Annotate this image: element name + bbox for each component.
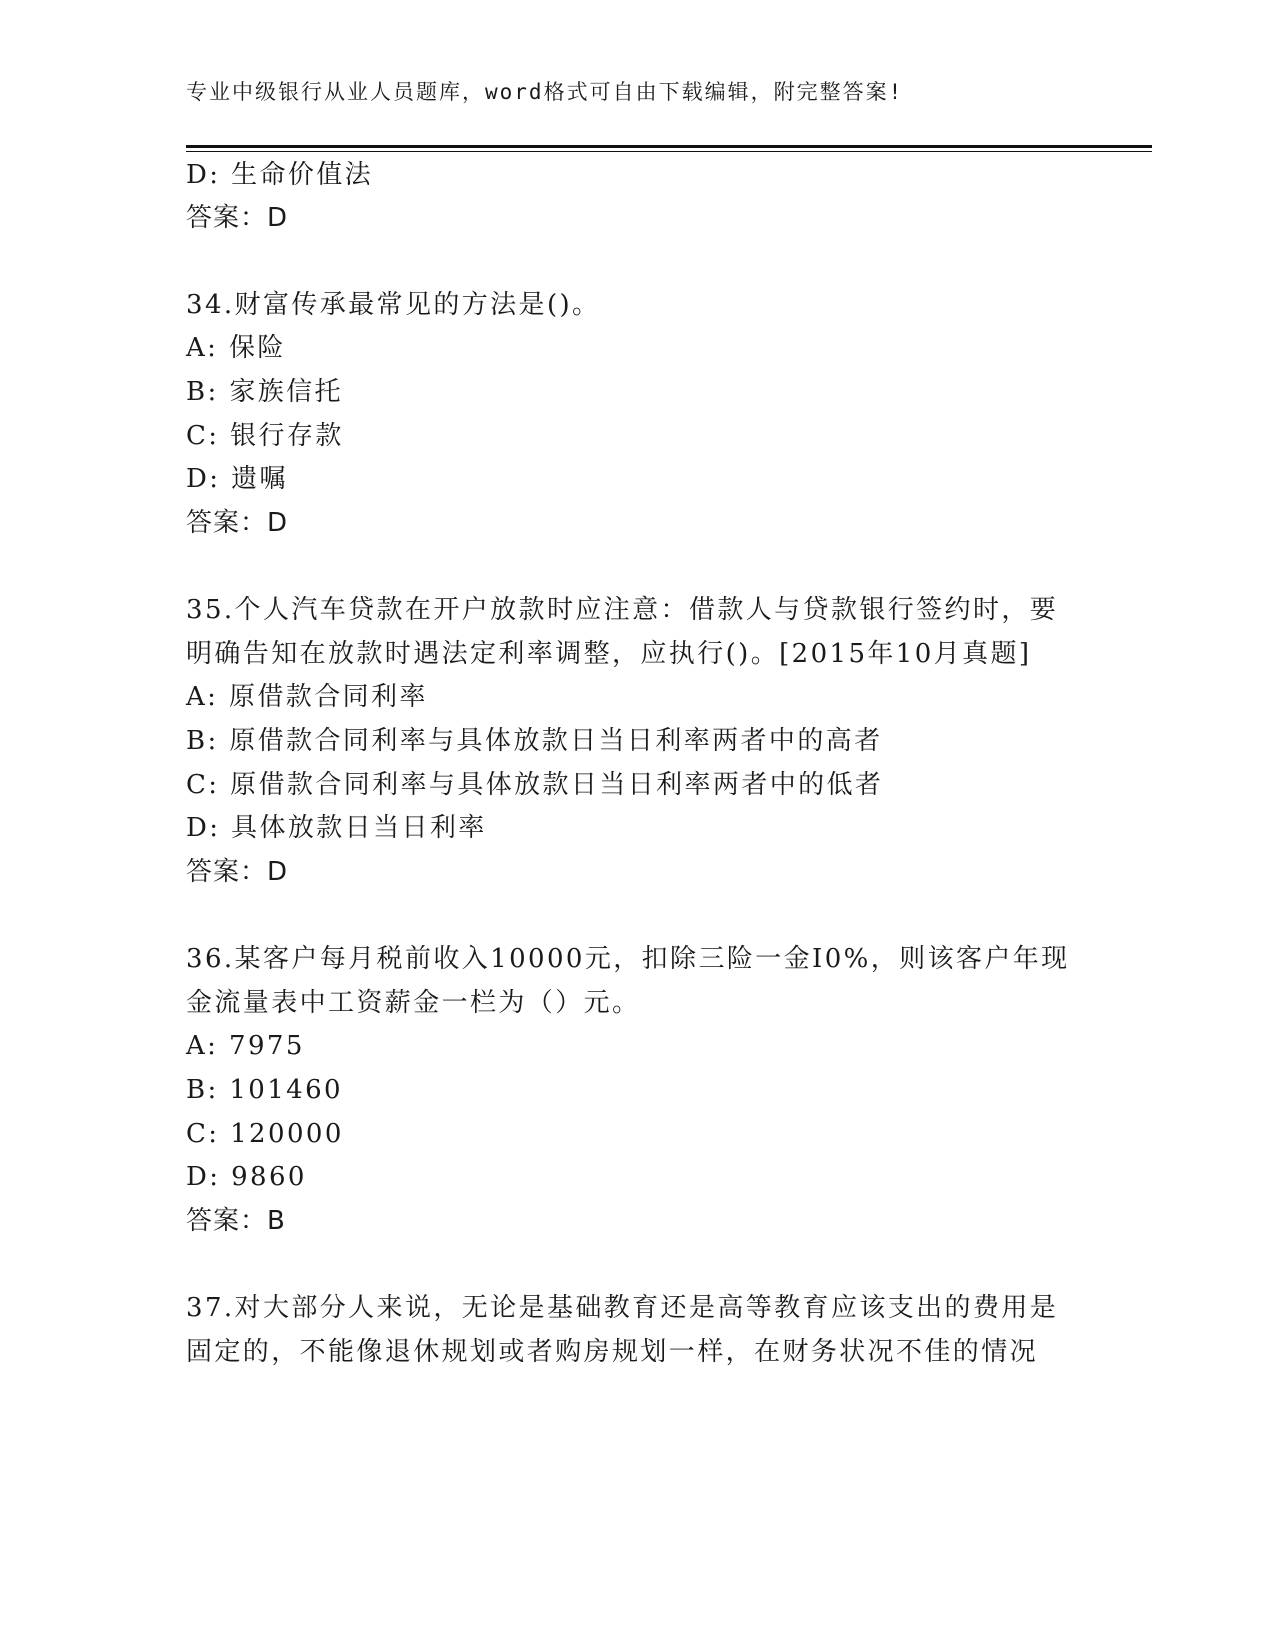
q36-option-b: B: 101460 <box>186 1075 343 1105</box>
q34-option-c: C: 银行存款 <box>186 421 344 451</box>
q35-stem-line-1: 35.个人汽车贷款在开户放款时应注意：借款人与贷款银行签约时，要 <box>186 595 1059 625</box>
prev-option-d: D: 生命价值法 <box>186 160 374 190</box>
q34-answer: 答案：D <box>186 508 289 538</box>
q35-option-b: B: 原借款合同利率与具体放款日当日利率两者中的高者 <box>186 726 883 756</box>
q35-answer: 答案：D <box>186 857 289 887</box>
q35-stem-line-2: 明确告知在放款时遇法定利率调整，应执行()。[2015年10月真题] <box>186 639 1032 669</box>
q35-option-a: A: 原借款合同利率 <box>186 682 428 712</box>
q34-option-a: A: 保险 <box>186 333 286 363</box>
prev-answer: 答案：D <box>186 203 289 233</box>
q37-stem-line-1: 37.对大部分人来说，无论是基础教育还是高等教育应该支出的费用是 <box>186 1293 1059 1323</box>
header-rule-thin <box>186 151 1152 152</box>
q36-answer: 答案：B <box>186 1206 286 1236</box>
q37-stem-line-2: 固定的，不能像退休规划或者购房规划一样，在财务状况不佳的情况 <box>186 1337 1039 1367</box>
page-header: 专业中级银行从业人员题库，word格式可自由下载编辑，附完整答案! <box>186 80 904 104</box>
q34-option-b: B: 家族信托 <box>186 377 343 407</box>
q36-stem-line-2: 金流量表中工资薪金一栏为（）元。 <box>186 988 641 1018</box>
q34-option-d: D: 遗嘱 <box>186 464 288 494</box>
q35-option-d: D: 具体放款日当日利率 <box>186 813 487 843</box>
q35-option-c: C: 原借款合同利率与具体放款日当日利率两者中的低者 <box>186 770 884 800</box>
q36-stem-line-1: 36.某客户每月税前收入10000元，扣除三险一金I0%，则该客户年现 <box>186 944 1070 974</box>
q36-option-a: A: 7975 <box>186 1031 305 1061</box>
q36-option-d: D: 9860 <box>186 1162 307 1192</box>
q34-stem-line-1: 34.财富传承最常见的方法是()。 <box>186 290 601 320</box>
header-rule-thick <box>186 145 1152 148</box>
q36-option-c: C: 120000 <box>186 1119 344 1149</box>
